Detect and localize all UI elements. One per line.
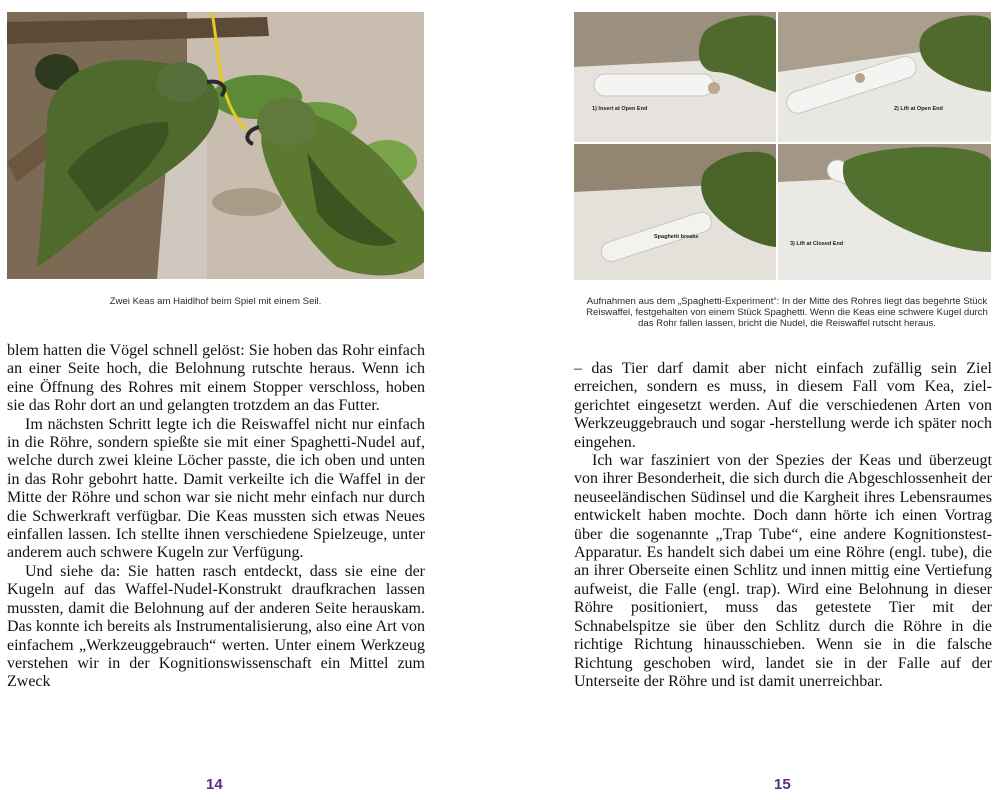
right-photo-caption: Aufnahmen aus dem „Spaghetti-Experiment“: In der Mitte des Rohres liegt das begehrte Stück Reiswaffel, festgehalten von einem Stück Spaghetti. Wenn die Keas eine schwere Kugel durch das Rohr fallen lassen, bricht die Nudel, die Reiswaffel rutscht heraus.: [586, 296, 988, 329]
spaghetti-experiment-photo: [574, 12, 991, 280]
left-photo-caption: Zwei Keas am Haidlhof beim Spiel mit einem Seil.: [109, 296, 322, 307]
left-paragraph-3: Und siehe da: Sie hatten rasch entdeckt, dass sie eine der Kugeln auf das Waffel-Nudel-Konstrukt draufkrachen lassen mussten, damit die Belohnung auf der anderen Seite herauskam. Das konnte ich bereits als Instrumentalisierung, also eine Art von einfachem „Werkzeuggebrauch“ werten. Unter einem Werkzeug verstehen wir in der Kognitionswissenschaft ein Mittel zum Zweck: [7, 562, 425, 691]
left-paragraph-2: Im nächsten Schritt legte ich die Reiswaffel nicht nur einfach in die Röhre, sondern spießte sie mit einer Spaghetti-Nudel auf, welche durch zwei kleine Löcher passte, die ich oben und unten in das Rohr gebohrt hatte. Damit verkeilte ich die Waffel in der Mitte der Röhre und schon war sie nicht mehr einfach nur durch die Schwerkraft verfügbar. Die Keas mussten sich etwas Neues einfallen lassen. Ich stellte ihnen verschiedene Spielzeuge, unter anderem auch schwere Kugeln zur Verfügung.: [7, 415, 425, 562]
panel-label-3: Spaghetti breaks: [654, 234, 699, 240]
kea-rope-photo: [7, 12, 424, 279]
panel-label-4: 3) Lift at Closed End: [790, 241, 844, 247]
panel-label-1: 1) Insert at Open End: [592, 106, 648, 112]
right-body-text: [574, 360, 992, 691]
left-body-text: [7, 342, 425, 692]
panel-label-2: 2) Lift at Open End: [894, 106, 943, 112]
left-paragraph-1: blem hatten die Vögel schnell gelöst: Sie hoben das Rohr einfach an einer Seite hoch, die Belohnung rutschte heraus. Wenn ich eine Öffnung des Rohres mit einem Stopper verschloss, hoben sie das Rohr dort an und gelangten trotzdem an das Futter.: [7, 342, 425, 415]
left-page-number: 14: [206, 776, 223, 793]
right-page-number: 15: [774, 776, 791, 793]
right-paragraph-2: Ich war fasziniert von der Spezies der Keas und überzeugt von ihrer Besonderheit, die sich durch die Abgeschlossenheit der neuseeländischen Südinsel und die Kargheit ihres Lebensraumes entwickelt haben mochte. Doch dann hörte ich einen Vortrag über die sogenannte „Trap Tube“, eine andere Kognitionstest-Apparatur. Es handelt sich dabei um eine Röhre (engl. tube), die an ihrer Oberseite einen Schlitz und innen mittig eine Vertiefung aufweist, die Falle (engl. trap). Wird eine Belohnung in dieser Röhre positioniert, muss das getestete Tier mit der Schnabelspitze sie über den Schlitz durch die Röhre in die richtige Richtung hinausschieben. Wenn sie in die falsche Richtung geschoben wird, landet sie in der Falle auf der Unterseite der Röhre und ist damit unerreichbar.: [574, 452, 992, 690]
right-paragraph-1: – das Tier darf damit aber nicht einfach zufällig sein Ziel erreichen, sondern es muss, in diesem Fall vom Kea, zielgerichtet eingesetzt werden. Auf die verschiedenen Arten von Werkzeuggebrauch und sogar -herstellung werde ich später noch eingehen.: [574, 360, 992, 451]
